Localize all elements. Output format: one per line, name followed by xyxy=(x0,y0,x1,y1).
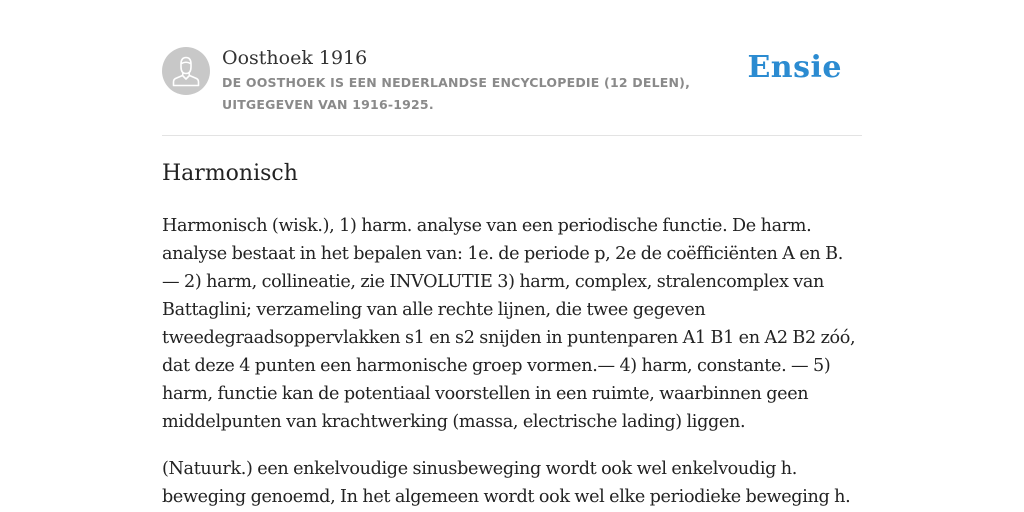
article-title: Harmonisch xyxy=(162,161,298,186)
brand-logo[interactable]: Ensie xyxy=(747,50,842,85)
header-divider xyxy=(162,135,862,136)
source-name[interactable]: Oosthoek 1916 xyxy=(222,47,368,69)
source-description: DE OOSTHOEK IS EEN NEDERLANDSE ENCYCLOPEDIE (12 DELEN), UITGEGEVEN VAN 1916-1925. xyxy=(222,75,691,112)
article-paragraph: (Natuurk.) een enkelvoudige sinusbeweging wordt ook wel enkelvoudig h. beweging genoemd, In het algemeen wordt ook wel elke periodieke beweging h. xyxy=(162,459,851,507)
article-paragraph: Harmonisch (wisk.), 1) harm. analyse van een periodische functie. De harm. analyse bestaat in het bepalen van: 1e. de periode p, 2e de coëfficiënten A en B. — 2) harm, collineatie, zie INVOLUTIE 3) harm, complex, stralencomplex van Battaglini; verzameling van alle rechte lijnen, die twee gegeven tweedegraadsoppervlakken s1 en s2 snijden in puntenparen A1 B1 en A2 B2 zóó, dat deze 4 punten een harmonische groep vormen.— 4) harm, constante. — 5) harm, functie kan de potentiaal voorstellen in een ruimte, waarbinnen geen middelpunten van krachtwerking (massa, electrische lading) liggen. xyxy=(162,216,856,432)
article xyxy=(162,158,862,511)
user-icon xyxy=(162,47,210,95)
source-header xyxy=(162,44,862,134)
avatar[interactable] xyxy=(162,47,210,95)
